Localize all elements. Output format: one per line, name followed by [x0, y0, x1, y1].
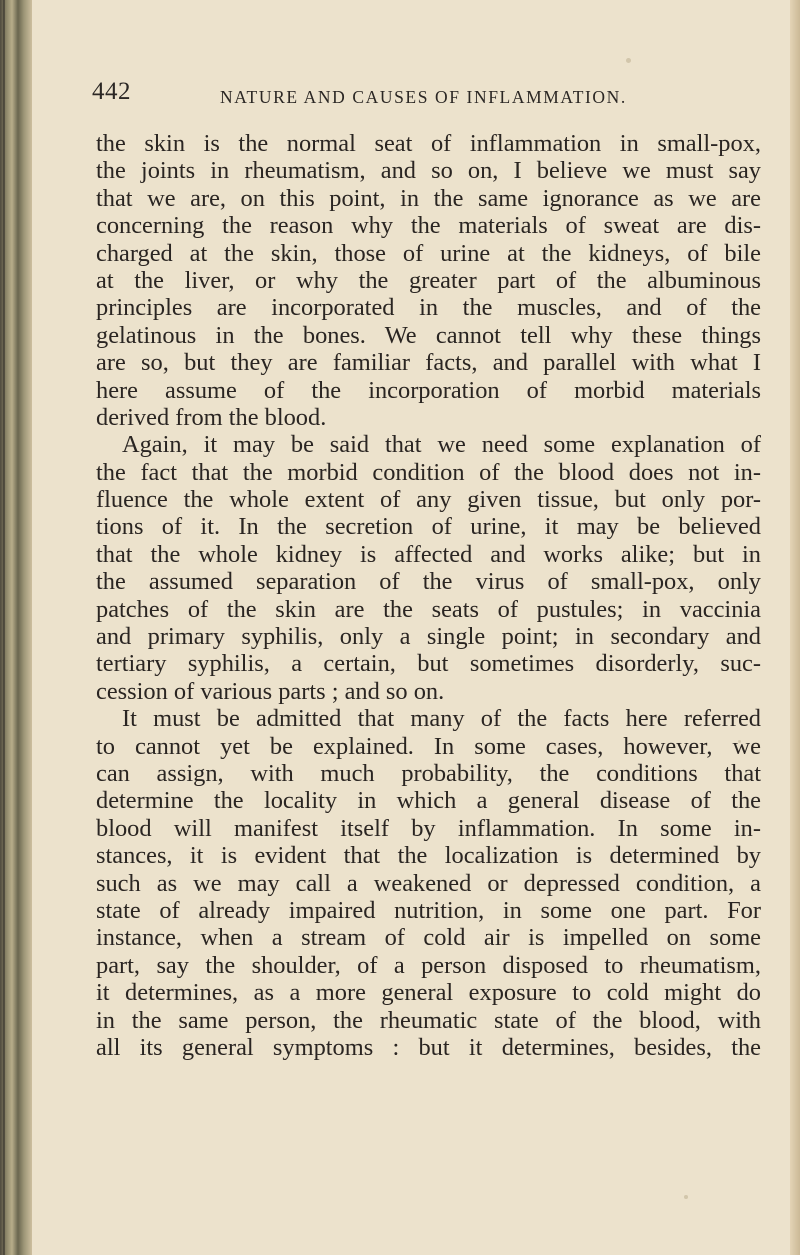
text-line: such as we may call a weakened or depressed condition, a	[96, 869, 761, 897]
text-line: charged at the skin, those of urine at the kidneys, of bile	[96, 239, 761, 267]
page-header	[92, 72, 772, 112]
text-line: the assumed separation of the virus of small-pox, only	[96, 568, 761, 596]
paper-fleck	[626, 58, 631, 63]
text-line: determine the locality in which a general disease of the	[96, 787, 761, 815]
text-line: patches of the skin are the seats of pustules; in vaccinia	[96, 595, 761, 623]
text-line: tertiary syphilis, a certain, but sometimes disorderly, suc-	[96, 650, 761, 678]
text-line: fluence the whole extent of any given tissue, but only por-	[96, 486, 761, 514]
text-line: the skin is the normal seat of inflammation in small-pox,	[96, 130, 761, 157]
text-line: part, say the shoulder, of a person disposed to rheumatism,	[96, 951, 761, 979]
text-line: concerning the reason why the materials of sweat are dis-	[96, 212, 761, 240]
text-line: instance, when a stream of cold air is impelled on some	[96, 924, 761, 952]
page-number: 442	[92, 78, 131, 105]
book-binding-edge	[0, 0, 32, 1255]
text-line: principles are incorporated in the muscles, and of the	[96, 294, 761, 322]
text-line: that the whole kidney is affected and works alike; but in	[96, 540, 761, 568]
running-head: NATURE AND CAUSES OF INFLAMMATION.	[220, 87, 627, 107]
text-line: to cannot yet be explained. In some cases, however, we	[96, 732, 761, 760]
body-text	[96, 130, 761, 1061]
text-line: here assume of the incorporation of morbid materials	[96, 376, 761, 404]
text-line: derived from the blood.	[96, 403, 327, 431]
text-line: at the liver, or why the greater part of the albuminous	[96, 266, 761, 294]
text-line: blood will manifest itself by inflammation. In some in-	[96, 814, 761, 842]
text-line: tions of it. In the secretion of urine, it may be believed	[96, 513, 761, 541]
text-line: Again, it may be said that we need some explanation of	[122, 431, 761, 459]
text-line: the joints in rheumatism, and so on, I believe we must say	[96, 157, 761, 185]
text-line: the fact that the morbid condition of the blood does not in-	[96, 458, 761, 486]
text-line: cession of various parts ; and so on.	[96, 677, 445, 705]
paper-fleck	[684, 1195, 688, 1199]
text-line: stances, it is evident that the localization is determined by	[96, 842, 761, 870]
text-line: and primary syphilis, only a single point; in secondary and	[96, 623, 761, 651]
text-line: state of already impaired nutrition, in some one part. For	[96, 896, 761, 924]
page-right-edge	[790, 0, 800, 1255]
text-line: in the same person, the rheumatic state of the blood, with	[96, 1006, 761, 1034]
text-line: can assign, with much probability, the conditions that	[96, 759, 761, 787]
text-line: that we are, on this point, in the same ignorance as we are	[96, 184, 761, 212]
text-line: are so, but they are familiar facts, and parallel with what I	[96, 349, 761, 377]
text-line: gelatinous in the bones. We cannot tell why these things	[96, 321, 761, 349]
text-line: it determines, as a more general exposure to cold might do	[96, 979, 761, 1007]
text-line: all its general symptoms : but it determines, besides, the	[96, 1033, 761, 1061]
text-line: It must be admitted that many of the facts here referred	[122, 705, 761, 733]
